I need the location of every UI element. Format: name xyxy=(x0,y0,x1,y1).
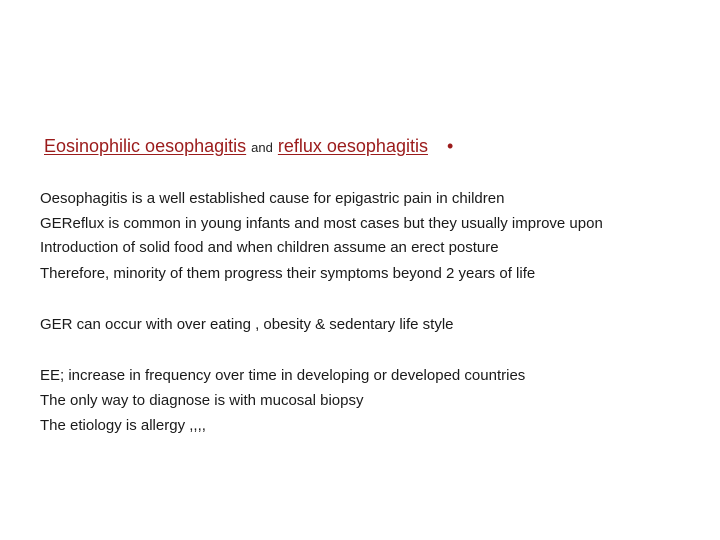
title-bullet: • xyxy=(446,136,454,156)
body-line: EE; increase in frequency over time in developing or developed countries xyxy=(40,367,526,384)
body-line: GEReflux is common in young infants and most cases but they usually improve upon xyxy=(40,215,603,232)
body-line: The only way to diagnose is with mucosal biopsy xyxy=(40,392,364,409)
body-line: Therefore, minority of them progress their symptoms beyond 2 years of life xyxy=(40,265,536,282)
slide-title xyxy=(44,134,453,160)
body-line: Introduction of solid food and when children assume an erect posture xyxy=(40,239,499,256)
body-line: The etiology is allergy ,,,, xyxy=(40,417,206,434)
body-line: GER can occur with over eating , obesity & sedentary life style xyxy=(40,316,454,333)
title-part-reflux: reflux oesophagitis xyxy=(277,136,428,156)
body-line: Oesophagitis is a well established cause for epigastric pain in children xyxy=(40,190,505,207)
title-connector: and xyxy=(251,140,273,155)
title-part-eosinophilic: Eosinophilic oesophagitis xyxy=(44,136,247,156)
